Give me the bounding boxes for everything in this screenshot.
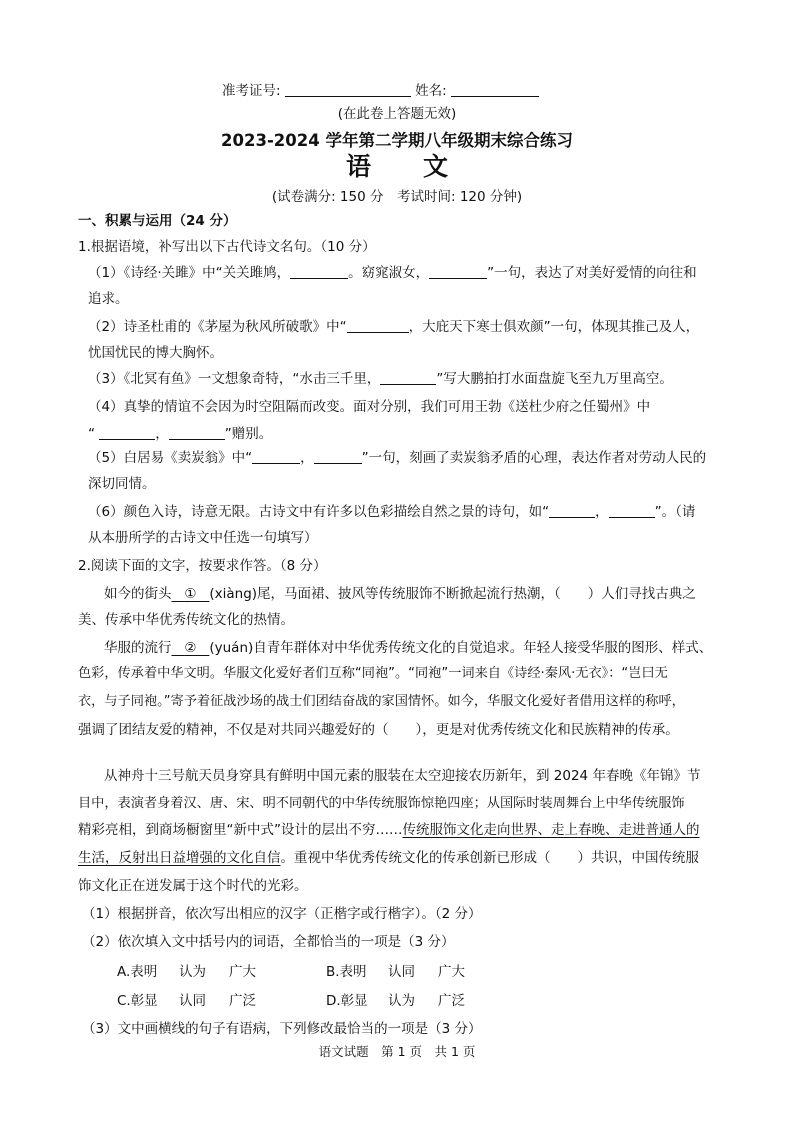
passage-paragraph-1-cont: 美、传承中华优秀传统文化的热情。 (78, 612, 294, 628)
option-a[interactable] (117, 963, 256, 981)
option-d-word-1: D.彰显 (326, 993, 368, 1009)
q1-item-2-cont: 忧国忧民的博大胸怀。 (88, 345, 223, 361)
q1-item-6-text: ， (595, 504, 609, 520)
passage-paragraph-3: 从神舟十三号航天员身穿具有鲜明中国元素的服装在太空迎接农历新年，到 2024 年春晚《年锦》节 (104, 768, 701, 784)
name-label: 姓名: (415, 83, 447, 99)
q1-item-4-cont (88, 425, 272, 443)
question-1-stem: 1.根据语境，补写出以下古代诗文名句。（10 分） (78, 239, 376, 255)
answer-blank[interactable] (429, 264, 487, 279)
underlined-sentence: 生活，反射出日益增强的文化自信 (78, 850, 281, 866)
option-b-word-1: B.表明 (326, 964, 367, 980)
q1-item-6-text: （6）颜色入诗，诗意无限。古诗文中有许多以色彩描绘自然之景的诗句，如“ (88, 504, 550, 520)
pinyin-blank-1[interactable] (172, 586, 210, 602)
option-a-word-1: A.表明 (117, 964, 158, 980)
option-b-word-2: 认同 (388, 964, 415, 980)
subject-title: 语文 (345, 152, 500, 181)
q1-item-5-text: （5）白居易《卖炭翁》中“ (88, 450, 253, 466)
exam-number-label: 准考证号: (222, 83, 281, 99)
passage-paragraph-3-line (78, 849, 699, 867)
passage-text: 精彩亮相，到商场橱窗里“新中式”设计的层出不穷…… (78, 822, 403, 838)
answer-blank[interactable] (549, 503, 595, 518)
passage-paragraph-3-line: 饰文化正在迸发属于这个时代的光彩。 (78, 878, 308, 894)
option-c-word-1: C.彰显 (117, 993, 158, 1009)
passage-paragraph-2-line: 色彩，传承着中华文明。华服文化爱好者们互称“同袍”。“同袍”一词来自《诗经·秦风·无衣》：“岂曰无 (78, 666, 668, 681)
answer-blank[interactable] (290, 264, 348, 279)
q1-item-3 (88, 370, 673, 388)
q1-item-2 (88, 318, 699, 336)
q1-item-6-cont: 从本册所学的古诗文中任选一句填写） (88, 530, 318, 546)
option-a-word-3: 广大 (229, 964, 256, 980)
question-2-stem: 2.阅读下面的文字，按要求作答。（8 分） (78, 558, 327, 574)
q1-item-2-text: ，大庇天下寒士俱欢颜”一句，体现其推己及人， (408, 319, 700, 335)
q1-item-3-text: （3）《北冥有鱼》一文想象奇特，“水击三千里， (88, 371, 381, 387)
q1-item-6 (88, 503, 695, 521)
answer-blank[interactable] (169, 425, 225, 440)
answer-blank[interactable] (347, 318, 409, 333)
option-d-word-3: 广泛 (438, 993, 465, 1009)
passage-paragraph-3-line: 目中，表演者身着汉、唐、宋、明不同朝代的中华传统服饰惊艳四座；从国际时装周舞台上中华传统服饰 (78, 796, 685, 811)
q1-item-4-text: ”赠别。 (224, 426, 273, 442)
q1-item-4-text: ， (155, 426, 169, 442)
answer-notice: (在此卷上答题无效) (337, 106, 457, 122)
option-d-word-2: 认为 (388, 993, 415, 1009)
q1-item-1-cont: 追求。 (88, 291, 129, 307)
passage-text: (xiàng)尾，马面裙、披风等传统服饰不断掀起流行热潮，（ ）人们寻找古典之 (209, 586, 696, 602)
passage-paragraph-2-line: 强调了团结友爱的精神，不仅是对共同兴趣爱好的（ ），更是对优秀传统文化和民族精神的传承。 (78, 722, 679, 738)
underlined-sentence: 传统服饰文化走向世界、走上春晚、走进普通人的 (402, 822, 700, 838)
q1-item-5 (88, 449, 706, 467)
option-d[interactable] (326, 992, 465, 1010)
exam-title: 2023-2024 学年第二学期八年级期末综合练习 (221, 131, 573, 150)
passage-paragraph-3-line (78, 821, 700, 839)
passage-text: (yuán)自青年群体对中华优秀传统文化的自觉追求。年轻人接受华服的图形、样式、 (209, 640, 713, 656)
q1-item-1 (88, 264, 697, 282)
subject-title-row (0, 152, 794, 186)
blank-number: ① (184, 586, 197, 602)
passage-text: 。重视中华优秀传统文化的传承创新已形成（ ）共识，中国传统服 (280, 850, 699, 866)
name-blank[interactable] (451, 82, 539, 97)
option-b-word-3: 广大 (438, 964, 465, 980)
passage-paragraph-1 (104, 585, 696, 603)
option-c-word-2: 认同 (179, 993, 206, 1009)
exam-number-line (222, 82, 539, 100)
answer-blank[interactable] (252, 449, 300, 464)
q2-sub-3: （3）文中画横线的句子有语病，下列修改最恰当的一项是（3 分） (82, 1021, 482, 1037)
q1-item-4-text: “ (88, 426, 95, 442)
pinyin-blank-2[interactable] (172, 640, 210, 656)
q1-item-1-text: （1）《诗经·关雎》中“关关雎鸠， (88, 265, 291, 281)
q2-sub-1: （1）根据拼音，依次写出相应的汉字（正楷字或行楷字）。（2 分） (82, 906, 482, 922)
passage-text: 华服的流行 (104, 640, 172, 656)
option-c-word-3: 广泛 (229, 993, 256, 1009)
page-footer: 语文试题 第 1 页 共 1 页 (318, 1044, 476, 1059)
q1-item-4: （4）真挚的情谊不会因为时空阻隔而改变。面对分别，我们可用王勃《送杜少府之任蜀州》中 (88, 399, 651, 415)
passage-paragraph-2-line: 衣，与子同袍。”寄予着征战沙场的战士们团结奋战的家国情怀。如今，华服文化爱好者借用这样的称呼， (78, 694, 685, 709)
answer-blank[interactable] (314, 449, 362, 464)
q1-item-6-text: ”。（请 (654, 504, 696, 520)
passage-paragraph-2 (104, 639, 712, 657)
exam-meta: (试卷满分: 150 分 考试时间: 120 分钟) (271, 189, 523, 205)
option-c[interactable] (117, 992, 256, 1010)
q1-item-2-text: （2）诗圣杜甫的《茅屋为秋风所破歌》中“ (88, 319, 347, 335)
answer-blank[interactable] (609, 503, 655, 518)
q2-sub-2: （2）依次填入文中括号内的词语，全都恰当的一项是（3 分） (82, 934, 455, 950)
q1-item-3-text: ”写大鹏拍打水面盘旋飞至九万里高空。 (436, 371, 673, 387)
answer-blank[interactable] (99, 425, 155, 440)
q1-item-5-text: ”一句，刻画了卖炭翁矛盾的心理，表达作者对劳动人民的 (361, 450, 707, 466)
passage-text: 如今的街头 (104, 586, 172, 602)
section-heading: 一、积累与运用（24 分） (78, 213, 237, 229)
q1-item-5-text: ， (300, 450, 314, 466)
exam-number-blank[interactable] (285, 82, 411, 97)
option-b[interactable] (326, 963, 465, 981)
q1-item-1-text: ”一句，表达了对美好爱情的向往和 (487, 265, 697, 281)
answer-blank[interactable] (380, 370, 436, 385)
q1-item-5-cont: 深切同情。 (88, 476, 156, 492)
option-a-word-2: 认为 (179, 964, 206, 980)
q1-item-1-text: 。窈窕淑女， (348, 265, 430, 281)
blank-number: ② (184, 640, 197, 656)
